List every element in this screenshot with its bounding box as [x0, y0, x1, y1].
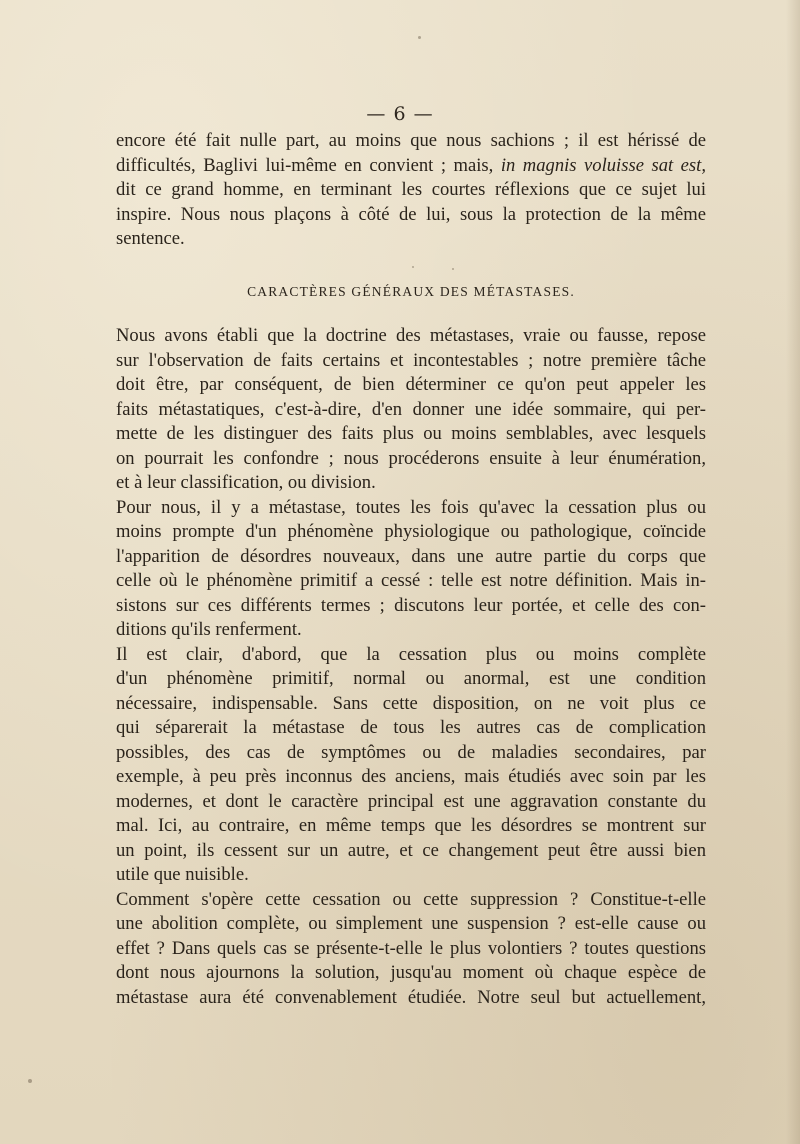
text-line: mette de les distinguer des faits plus ou moins semblables, avec lesquels	[116, 423, 706, 444]
section-heading: CARACTÈRES GÉNÉRAUX DES MÉTASTASES.	[247, 284, 575, 299]
intro-paragraph	[116, 129, 706, 252]
text-line	[116, 154, 706, 179]
text-line: dont nous ajournons la solution, jusqu'au moment où chaque espèce de	[116, 962, 706, 983]
body-text	[116, 324, 706, 1010]
text-line: métastase aura été convenablement étudiée. Notre seul but actuellement,	[116, 986, 706, 1008]
page-number: — 6 —	[366, 103, 434, 125]
text-line: sur l'observation de faits certains et incontestables ; notre première tâche	[116, 349, 706, 371]
text-line: faits métastatiques, c'est-à-dire, d'en donner une idée sommaire, qui per-	[116, 398, 706, 420]
text-line: exemple, à peu près inconnus des anciens, mais étudiés avec soin par les	[116, 766, 706, 787]
text-line: l'apparition de désordres nouveaux, dans une autre partie du corps que	[116, 545, 706, 567]
text-line: effet ? Dans quels cas se présente-t-elle le plus volontiers ? toutes questions	[116, 937, 706, 959]
text-line: Nous avons établi que la doctrine des métastases, vraie ou fausse, repose	[116, 325, 706, 346]
text-line: on pourrait les confondre ; nous procéderons ensuite à leur énumération,	[116, 447, 706, 469]
text-line: Pour nous, il y a métastase, toutes les fois qu'avec la cessation plus ou	[116, 496, 706, 518]
paper-speck	[412, 266, 414, 268]
text-line: et à leur classification, ou division.	[116, 472, 376, 493]
text-line: moins prompte d'un phénomène physiologique ou pathologique, coïncide	[116, 521, 706, 542]
text-line: utile que nuisible.	[116, 864, 249, 885]
text-line: modernes, et dont le caractère principal est une aggravation constante du	[116, 790, 706, 812]
text-line: Il est clair, d'abord, que la cessation plus ou moins complète	[116, 643, 706, 665]
paper-speck	[418, 36, 421, 39]
text-line: un point, ils cessent sur un autre, et ce changement peut être aussi bien	[116, 839, 706, 861]
page-edge-shadow	[786, 0, 800, 1144]
text-line: une abolition complète, ou simplement une suspension ? est-elle cause ou	[116, 913, 706, 934]
text-line: sentence.	[116, 228, 185, 249]
text-line: doit être, par conséquent, de bien déterminer ce qu'on peut appeler les	[116, 374, 706, 395]
paper-speck	[452, 268, 454, 270]
text-fragment: difficultés, Baglivi lui-même en convient ; mais,	[116, 154, 501, 176]
latin-quotation: in magnis voluisse sat est,	[500, 154, 706, 176]
text-line: qui séparerait la métastase de tous les autres cas de complication	[116, 717, 706, 738]
text-line: d'un phénomène primitif, normal ou anormal, est une condition	[116, 668, 706, 689]
text-line: nécessaire, indispensable. Sans cette disposition, on ne voit plus ce	[116, 692, 706, 714]
text-line: Comment s'opère cette cessation ou cette suppression ? Constitue-t-elle	[116, 888, 706, 910]
text-line: possibles, des cas de symptômes ou de maladies secondaires, par	[116, 741, 706, 763]
text-line: encore été fait nulle part, au moins que nous sachions ; il est hérissé de	[116, 130, 706, 151]
paper-speck	[28, 1079, 32, 1083]
text-line: sistons sur ces différents termes ; discutons leur portée, et celle des con-	[116, 594, 706, 616]
text-line: ditions qu'ils renferment.	[116, 619, 302, 640]
text-line: dit ce grand homme, en terminant les courtes réflexions que ce sujet lui	[116, 179, 706, 200]
text-line: mal. Ici, au contraire, en même temps que les désordres se montrent sur	[116, 815, 706, 836]
text-line: inspire. Nous nous plaçons à côté de lui, sous la protection de la même	[116, 203, 706, 225]
text-line: celle où le phénomène primitif a cessé : telle est notre définition. Mais in-	[116, 570, 706, 591]
